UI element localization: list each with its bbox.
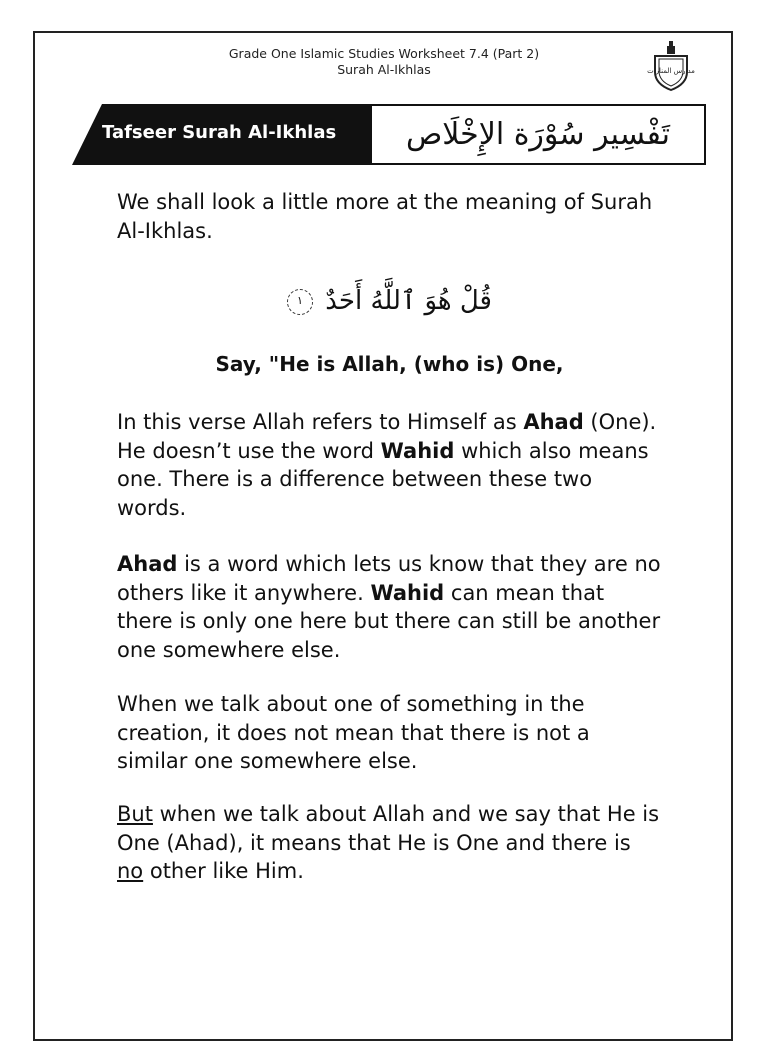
para1-text-1: In this verse Allah refers to Himself as: [117, 410, 524, 434]
title-banner: [72, 104, 706, 165]
verse-arabic-text: قُلْ هُوَ ٱللَّهُ أَحَدٌ: [325, 286, 492, 316]
intro-text: We shall look a little more at the meaning of Surah Al-Ikhlas.: [117, 190, 653, 243]
banner-arabic-title: تَفْسِير سُوْرَة الإِخْلَاص: [406, 117, 670, 152]
para2-text-1: is a word which lets us know that they are no others like it anywhere.: [117, 552, 661, 605]
paragraph-allah-one: [117, 800, 662, 886]
para1-text-2: (One). He doesn’t use the word: [117, 410, 657, 463]
para2-text-2: can mean that there is only one here but there can still be another one somewhere else.: [117, 580, 661, 662]
header-line-1: Grade One Islamic Studies Worksheet 7.4 (Part 2): [228, 46, 540, 61]
para4-text-1: when we talk about Allah and we say that He is One (Ahad), it means that He is One and there is: [117, 802, 660, 855]
banner-arabic-box: [370, 104, 706, 165]
para1-text-3: which also means one. There is a difference between these two words.: [117, 438, 649, 520]
logo-text: مدارس المنارات: [647, 67, 695, 75]
header-line-2: Surah Al-Ikhlas: [337, 62, 431, 77]
verse-translation: Say, "He is Allah, (who is) One,: [215, 352, 564, 376]
intro-paragraph: [117, 188, 662, 245]
paragraph-ahad-wahid: [117, 408, 662, 522]
paragraph-creation: When we talk about one of something in the creation, it does not mean that there is not a similar one somewhere else.: [117, 692, 590, 773]
para4-text-2: other like Him.: [143, 859, 304, 883]
para4-underline-but: But: [117, 802, 153, 826]
para1-bold-ahad: Ahad: [523, 410, 584, 434]
school-logo-icon: [647, 40, 695, 92]
verse-arabic: [117, 286, 662, 316]
para2-bold-wahid: Wahid: [370, 580, 445, 605]
banner-english-title: Tafseer Surah Al-Ikhlas: [102, 122, 337, 143]
page-frame: [33, 31, 733, 1041]
para2-bold-ahad: Ahad: [117, 552, 178, 576]
paragraph-meaning: [117, 550, 662, 664]
para1-bold-wahid: Wahid: [380, 438, 455, 463]
para4-underline-no: no: [117, 859, 144, 883]
ayah-marker-icon: ١: [287, 289, 313, 315]
